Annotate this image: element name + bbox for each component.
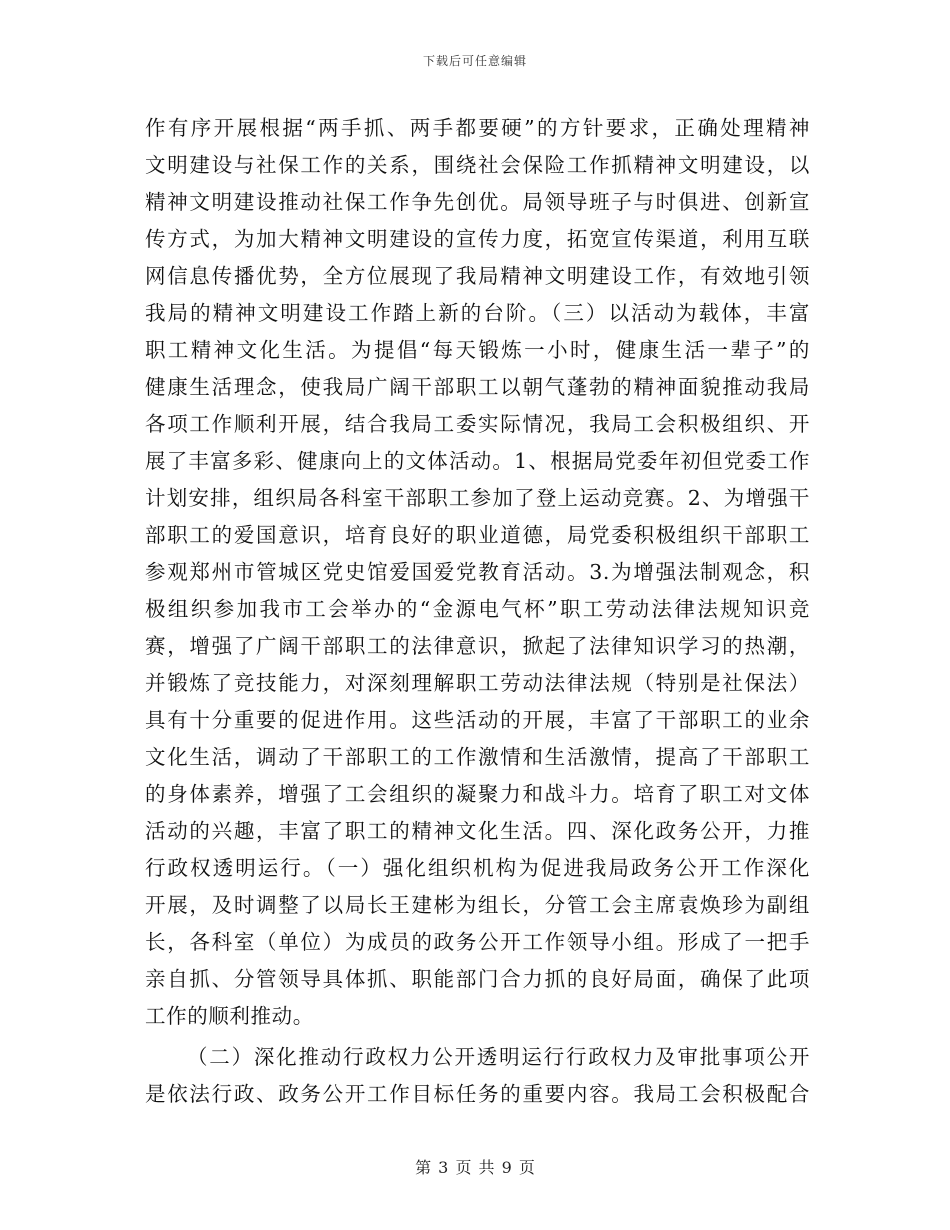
text-line: 作有序开展根据“两手抓、两手都要硬”的方针要求，正确处理精神 — [145, 116, 810, 140]
text-line: 文明建设与社保工作的关系，围绕社会保险工作抓精神文明建设，以 — [145, 153, 810, 177]
text-line: （二）深化推动行政权力公开透明运行行政权力及审批事项公开 — [187, 1045, 810, 1069]
text-line: 活动的兴趣，丰富了职工的精神文化生活。四、深化政务公开，力推 — [145, 819, 810, 843]
text-line: 赛，增强了广阔干部职工的法律意识，掀起了法律知识学习的热潮， — [145, 634, 810, 658]
text-line: 网信息传播优势，全方位展现了我局精神文明建设工作，有效地引领 — [145, 264, 810, 288]
text-line: 具有十分重要的促进作用。这些活动的开展，丰富了干部职工的业余 — [145, 708, 810, 732]
text-line: 文化生活，调动了干部职工的工作激情和生活激情，提高了干部职工 — [145, 745, 810, 769]
page-header: 下载后可任意编辑 — [422, 54, 527, 68]
text-line: 是依法行政、政务公开工作目标任务的重要内容。我局工会积极配合 — [145, 1082, 810, 1106]
text-line: 计划安排，组织局各科室干部职工参加了登上运动竞赛。2、为增强干 — [145, 486, 810, 510]
text-line: 亲自抓、分管领导具体抓、职能部门合力抓的良好局面，确保了此项 — [145, 967, 810, 991]
text-line: 部职工的爱国意识，培育良好的职业道德，局党委积极组织干部职工 — [145, 523, 810, 547]
text-line: 并锻炼了竞技能力，对深刻理解职工劳动法律法规（特别是社保法） — [145, 671, 810, 695]
text-line: 健康生活理念，使我局广阔干部职工以朝气蓬勃的精神面貌推动我局 — [145, 375, 810, 399]
text-line: 行政权透明运行。（一）强化组织机构为促进我局政务公开工作深化 — [145, 856, 810, 880]
text-line: 展了丰富多彩、健康向上的文体活动。1、根据局党委年初但党委工作 — [145, 449, 810, 473]
text-line: 的身体素养，增强了工会组织的凝聚力和战斗力。培育了职工对文体 — [145, 782, 810, 806]
text-line: 工作的顺利推动。 — [145, 1004, 314, 1028]
text-line: 长，各科室（单位）为成员的政务公开工作领导小组。形成了一把手 — [145, 930, 810, 954]
text-line: 职工精神文化生活。为提倡“每天锻炼一小时，健康生活一辈子”的 — [145, 338, 810, 362]
text-line: 极组织参加我市工会举办的“金源电气杯”职工劳动法律法规知识竞 — [145, 597, 810, 621]
text-line: 各项工作顺利开展，结合我局工委实际情况，我局工会积极组织、开 — [145, 412, 810, 436]
text-line: 参观郑州市管城区党史馆爱国爱党教育活动。3.为增强法制观念，积 — [145, 560, 810, 584]
text-line: 我局的精神文明建设工作踏上新的台阶。（三）以活动为载体，丰富 — [145, 301, 810, 325]
document-body — [145, 110, 810, 1113]
paragraph-2 — [145, 1039, 810, 1113]
text-line: 传方式，为加大精神文明建设的宣传力度，拓宽宣传渠道，利用互联 — [145, 227, 810, 251]
text-line: 开展，及时调整了以局长王建彬为组长，分管工会主席袁焕珍为副组 — [145, 893, 810, 917]
page-footer: 第 3 页 共 9 页 — [415, 1158, 535, 1177]
paragraph-1 — [145, 110, 810, 1035]
text-line: 精神文明建设推动社保工作争先创优。局领导班子与时俱进、创新宣 — [145, 190, 810, 214]
